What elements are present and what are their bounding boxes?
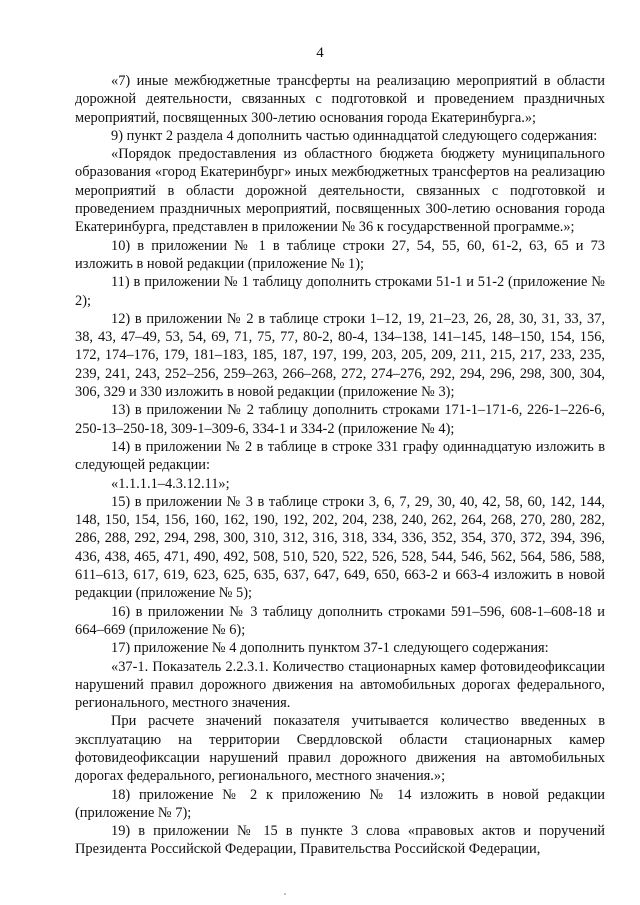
paragraph: 16) в приложении № 3 таблицу дополнить строками 591–596, 608-1–608-18 и 664–669 (приложение № 6);	[75, 603, 605, 638]
document-body	[75, 72, 605, 859]
paragraph: 19) в приложении № 15 в пункте 3 слова «правовых актов и поручений Президента Российской Федерации, Правительства Российской Федерации,	[75, 823, 605, 858]
paragraph: При расчете значений показателя учитывается количество введенных в эксплуатацию на территории Свердловской области стационарных камер фотовидеофиксации нарушений правил дорожного движения на автомобильных дорогах федерального, регионального, местного значения.»;	[75, 713, 605, 785]
paragraph: 12) в приложении № 2 в таблице строки 1–12, 19, 21–23, 26, 28, 30, 31, 33, 37, 38, 43, 47–49, 53, 54, 69, 71, 75, 77, 80-2, 80-4, 134–138, 141–145, 148–150, 154, 156, 172, 174–176, 179, 181–183, 185, 187, 197, 199, 203, 205, 209, 211, 215, 217, 233, 235, 239, 241, 243, 252–256, 259–263, 266–268, 272, 274–276, 292, 294, 296, 298, 300, 304, 306, 329 и 330 изложить в новой редакции (приложение № 3);	[75, 310, 605, 401]
paragraph: 18) приложение № 2 к приложению № 14 изложить в новой редакции (приложение № 7);	[75, 786, 605, 821]
page-number: 4	[316, 45, 324, 61]
paragraph: 9) пункт 2 раздела 4 дополнить частью одиннадцатой следующего содержания:	[111, 127, 598, 144]
paragraph: 14) в приложении № 2 в таблице в строке 331 графу одиннадцатую изложить в следующей редакции:	[75, 438, 605, 474]
scan-speck	[284, 893, 286, 895]
paragraph: 10) в приложении № 1 в таблице строки 27, 54, 55, 60, 61-2, 63, 65 и 73 изложить в новой редакции (приложение № 1);	[75, 237, 605, 272]
paragraph: 13) в приложении № 2 таблицу дополнить строками 171-1–171-6, 226-1–226-6, 250-13–250-18, 309-1–309-6, 334-1 и 334-2 (приложение № 4);	[75, 402, 605, 437]
paragraph: «1.1.1.1–4.3.12.11»;	[111, 475, 230, 492]
paragraph: 11) в приложении № 1 таблицу дополнить строками 51-1 и 51-2 (приложение № 2);	[75, 274, 605, 309]
paragraph: «Порядок предоставления из областного бюджета бюджету муниципального образования «город Екатеринбург» иных межбюджетных трансфертов на реализацию мероприятий в области дорожной деятельности, связанных с подготовкой и проведением праздничных мероприятий, посвященных 300-летию основания города Екатеринбурга, представлен в приложении № 36 к государственной программе.»;	[75, 146, 605, 236]
paragraph: 15) в приложении № 3 в таблице строки 3, 6, 7, 29, 30, 40, 42, 58, 60, 142, 144, 148, 150, 154, 156, 160, 162, 190, 192, 202, 204, 238, 240, 262, 264, 268, 270, 280, 282, 286, 288, 292, 294, 298, 300, 310, 312, 316, 318, 334, 336, 352, 354, 370, 372, 394, 396, 436, 438, 465, 471, 490, 492, 508, 510, 520, 522, 526, 528, 544, 546, 562, 564, 586, 588, 611–613, 617, 619, 623, 625, 635, 637, 647, 649, 650, 663-2 и 663-4 изложить в новой редакции (приложение № 5);	[75, 493, 605, 602]
paragraph: «7) иные межбюджетные трансферты на реализацию мероприятий в области дорожной деятельности, связанных с подготовкой и проведением праздничных мероприятий, посвященных 300-летию основания города Екатеринбурга.»;	[75, 73, 605, 126]
paragraph: «37-1. Показатель 2.2.3.1. Количество стационарных камер фотовидеофиксации нарушений правил дорожного движения на автомобильных дорогах федерального, регионального, местного значения.	[75, 658, 605, 712]
paragraph: 17) приложение № 4 дополнить пунктом 37-1 следующего содержания:	[111, 640, 549, 657]
